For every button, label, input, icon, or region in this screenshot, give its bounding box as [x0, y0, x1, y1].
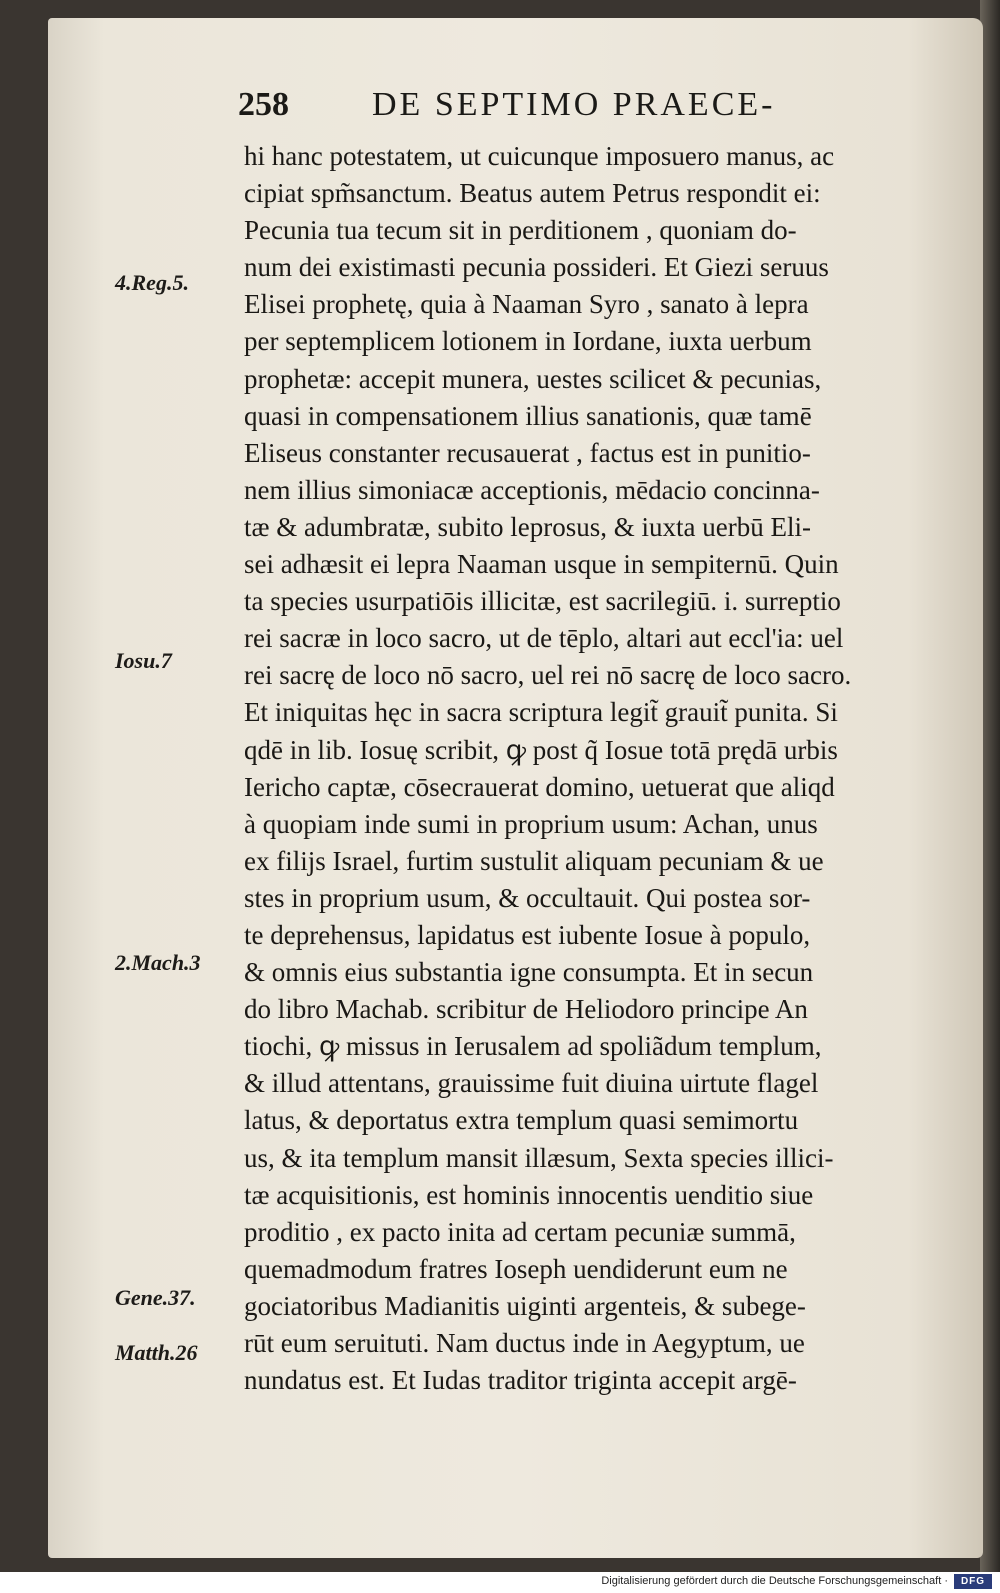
running-head: DE SEPTIMO PRAECE-	[372, 86, 776, 123]
margin-note-gene: Gene.37.	[115, 1285, 196, 1310]
text-line: quasi in compensationem illius sanationis, quæ tamē	[244, 400, 812, 431]
text-line: proditio , ex pacto inita ad certam pecuniæ summā,	[244, 1216, 796, 1247]
margin-note-mach: 2.Mach.3	[115, 950, 201, 975]
text-line: prophetæ: accepit munera, uestes scilicet & pecunias,	[244, 363, 822, 394]
dfg-logo: DFG	[954, 1574, 992, 1589]
text-line: & illud attentans, grauissime fuit diuina uirtute flagel	[244, 1068, 819, 1099]
page-number: 258	[238, 86, 289, 123]
text-line: do libro Machab. scribitur de Heliodoro principe An	[244, 994, 808, 1025]
margin-note-iosu: Iosu.7	[115, 648, 172, 673]
text-line: Eliseus constanter recusauerat , factus est in punitio-	[244, 437, 811, 468]
page-header	[232, 82, 872, 132]
text-line: tæ & adumbratæ, subito leprosus, & iuxta uerbū Eli-	[244, 511, 811, 542]
text-line: us, & ita templum mansit illæsum, Sexta species illici-	[244, 1142, 834, 1173]
text-line: Elisei prophetę, quia à Naaman Syro , sanato à lepra	[244, 289, 809, 320]
text-line: rei sacrę de loco nō sacro, uel rei nō sacrę de loco sacro.	[244, 660, 852, 691]
text-line: te deprehensus, lapidatus est iubente Iosue à populo,	[244, 919, 811, 950]
funding-credit: Digitalisierung gefördert durch die Deutsche Forschungsgemeinschaft ·	[601, 1575, 948, 1587]
text-line: ex filijs Israel, furtim sustulit aliquam pecuniam & ue	[244, 845, 824, 876]
text-line: tiochi, ꝙ missus in Ierusalem ad spoliãdum templum,	[244, 1031, 822, 1062]
text-line: per septemplicem lotionem in Iordane, iuxta uerbum	[244, 326, 812, 357]
text-line: rūt eum seruituti. Nam ductus inde in Aegyptum, ue	[244, 1328, 805, 1358]
text-line: tæ acquisitionis, est hominis innocentis uenditio siue	[244, 1179, 814, 1210]
text-line: ta species usurpatiōis illicitæ, est sacrilegiū. i. surreptio	[244, 586, 841, 617]
text-line: num dei existimasti pecunia possideri. Et Giezi seruus	[244, 252, 829, 283]
margin-note-matth: Matth.26	[115, 1340, 198, 1365]
text-line: hi hanc potestatem, ut cuicunque imposuero manus, ac	[244, 141, 835, 171]
text-line: gociatoribus Madianitis uiginti argenteis, & subege-	[244, 1290, 806, 1321]
text-line: à quopiam inde sumi in proprium usum: Achan, unus	[244, 808, 818, 839]
text-line: qdē in lib. Iosuę scribit, ꝙ post q̃ Iosue totā prędā urbis	[244, 734, 838, 765]
text-line: rei sacræ in loco sacro, ut de tēplo, altari aut eccl'ia: uel	[244, 623, 844, 654]
book-edge	[980, 0, 1000, 1572]
text-line: Pecunia tua tecum sit in perditionem , quoniam do-	[244, 215, 797, 246]
text-line: stes in proprium usum, & occultauit. Qui postea sor-	[244, 882, 811, 913]
text-line: quemadmodum fratres Ioseph uendiderunt eum ne	[244, 1253, 788, 1284]
body-text	[244, 138, 964, 1399]
margin-note-reg: 4.Reg.5.	[115, 270, 189, 295]
text-line: & omnis eius substantia igne consumpta. Et in secun	[244, 957, 814, 988]
text-line: latus, & deportatus extra templum quasi semimortu	[244, 1105, 799, 1136]
text-line: Et iniquitas hęc in sacra scriptura legit̃ grauit̃ punita. Si	[244, 697, 838, 728]
text-line: Iericho captæ, cōsecrauerat domino, uetuerat que aliqd	[244, 771, 835, 802]
text-line: nundatus est. Et Iudas traditor triginta accepit argē-	[244, 1365, 797, 1396]
text-line: nem illius simoniacæ acceptionis, mēdacio concinna-	[244, 474, 820, 505]
text-line: cipiat spm̃sanctum. Beatus autem Petrus respondit ei:	[244, 178, 821, 209]
text-line: sei adhæsit ei lepra Naaman usque in sempiternū. Quin	[244, 549, 839, 580]
